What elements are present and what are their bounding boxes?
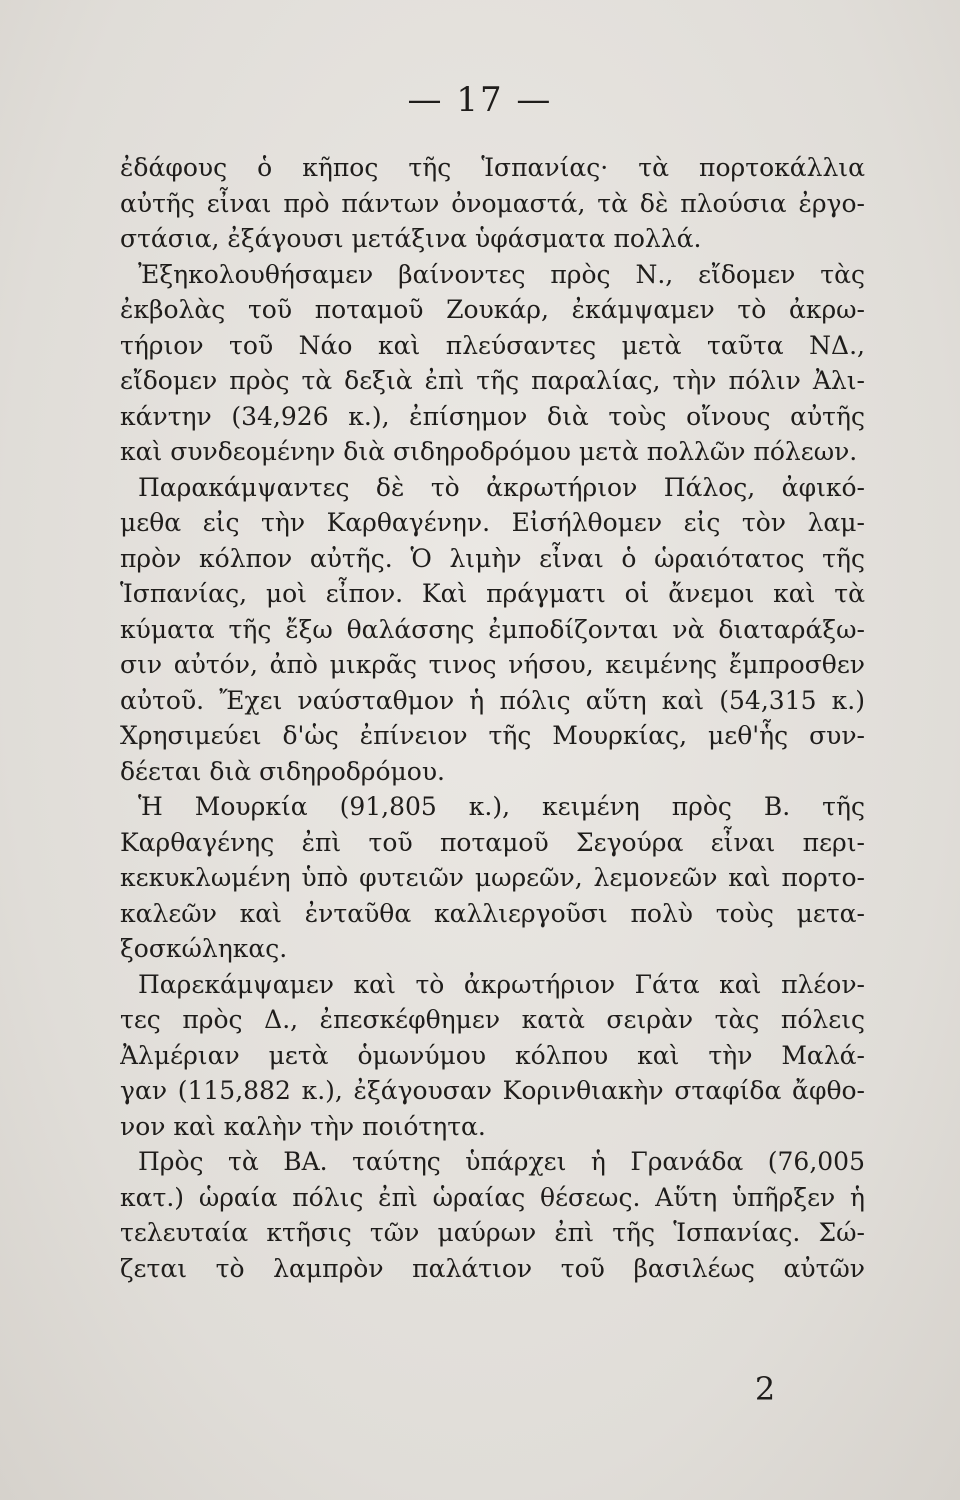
text-line: ἐδάφους ὁ κῆπος τῆς Ἱσπανίας· τὰ πορτοκάλλια <box>120 153 865 182</box>
text-line: δέεται διὰ σιδηροδρόμου. <box>120 756 445 786</box>
text-line: ξοσκώληκας. <box>120 934 288 963</box>
text-line: μεθα εἰς τὴν Καρθαγένην. Εἰσήλθομεν εἰς τὸν λαμ- <box>120 508 865 537</box>
text-line: ζεται τὸ λαμπρὸν παλάτιον τοῦ βασιλέως αὐτῶν <box>120 1253 865 1283</box>
text-line: τελευταία κτῆσις τῶν μαύρων ἐπὶ τῆς Ἱσπανίας. Σώ- <box>120 1218 865 1247</box>
text-line: σιν αὐτόν, ἀπὸ μικρᾶς τινος νήσου, κειμένης ἔμπροσθεν <box>120 650 865 679</box>
text-line: Ἀλμέριαν μετὰ ὁμωνύμου κόλπου καὶ τὴν Μαλά- <box>120 1040 865 1070</box>
body-text <box>120 150 865 1286</box>
text-line: τες πρὸς Δ., ἐπεσκέφθημεν κατὰ σειρὰν τὰς πόλεις <box>120 1005 865 1034</box>
text-line: Παρεκάμψαμεν καὶ τὸ ἀκρωτήριον Γάτα καὶ πλέον- <box>138 969 865 999</box>
text-line: Πρὸς τὰ ΒΑ. ταύτης ὑπάρχει ἡ Γρανάδα (76,005 <box>138 1147 865 1176</box>
text-line: κατ.) ὡραία πόλις ἐπὶ ὡραίας θέσεως. Αὕτη ὑπῆρξεν ἡ <box>120 1182 865 1212</box>
text-line: νον καὶ καλὴν τὴν ποιότητα. <box>120 1111 486 1141</box>
text-line: Ἱσπανίας, μοὶ εἶπον. Καὶ πράγματι οἱ ἄνεμοι καὶ τὰ <box>120 579 865 608</box>
text-line: αὐτῆς εἶναι πρὸ πάντων ὀνομαστά, τὰ δὲ πλούσια ἐργο- <box>120 188 865 218</box>
text-line: ἐκβολὰς τοῦ ποταμοῦ Ζουκάρ, ἐκάμψαμεν τὸ ἀκρω- <box>120 295 865 324</box>
text-line: πρὸν κόλπον αὐτῆς. Ὁ λιμὴν εἶναι ὁ ὡραιότατος τῆς <box>120 543 865 573</box>
text-line: Χρησιμεύει δ'ὡς ἐπίνειον τῆς Μουρκίας, μεθ'ἧς συν- <box>120 721 865 750</box>
text-line: Ἐξηκολουθήσαμεν βαίνοντες πρὸς Ν., εἴδομεν τὰς <box>138 259 865 289</box>
text-line: Καρθαγένης ἐπὶ τοῦ ποταμοῦ Σεγούρα εἶναι περι- <box>120 827 865 857</box>
text-line: κύματα τῆς ἔξω θαλάσσης ἐμποδίζονται νὰ διαταράξω- <box>120 614 865 644</box>
text-line: στάσια, ἐξάγουσι μετάξινα ὑφάσματα πολλά. <box>120 224 702 253</box>
text-line: καὶ συνδεομένην διὰ σιδηροδρόμου μετὰ πολλῶν πόλεων. <box>120 437 858 466</box>
page-number: — 17 — <box>407 80 553 120</box>
text-line: κεκυκλωμένη ὑπὸ φυτειῶν μωρεῶν, λεμονεῶν καὶ πορτο- <box>120 863 865 892</box>
text-line: αὐτοῦ. Ἔχει ναύσταθμον ἡ πόλις αὕτη καὶ (54,315 κ.) <box>120 685 865 715</box>
text-line: καλεῶν καὶ ἐνταῦθα καλλιεργοῦσι πολὺ τοὺς μετα- <box>120 898 865 928</box>
text-line: κάντην (34,926 κ.), ἐπίσημον διὰ τοὺς οἴνους αὐτῆς <box>120 401 865 431</box>
signature-mark: 2 <box>754 1370 776 1408</box>
text-line: τήριον τοῦ Νάο καὶ πλεύσαντες μετὰ ταῦτα ΝΔ., <box>120 330 865 360</box>
text-line: εἴδομεν πρὸς τὰ δεξιὰ ἐπὶ τῆς παραλίας, τὴν πόλιν Ἀλι- <box>120 366 865 395</box>
text-line: γαν (115,882 κ.), ἐξάγουσαν Κορινθιακὴν σταφίδα ἄφθο- <box>120 1076 865 1105</box>
text-line: Ἡ Μουρκία (91,805 κ.), κειμένη πρὸς Β. τῆς <box>138 792 865 821</box>
text-line: Παρακάμψαντες δὲ τὸ ἀκρωτήριον Πάλος, ἀφικό- <box>138 472 865 502</box>
